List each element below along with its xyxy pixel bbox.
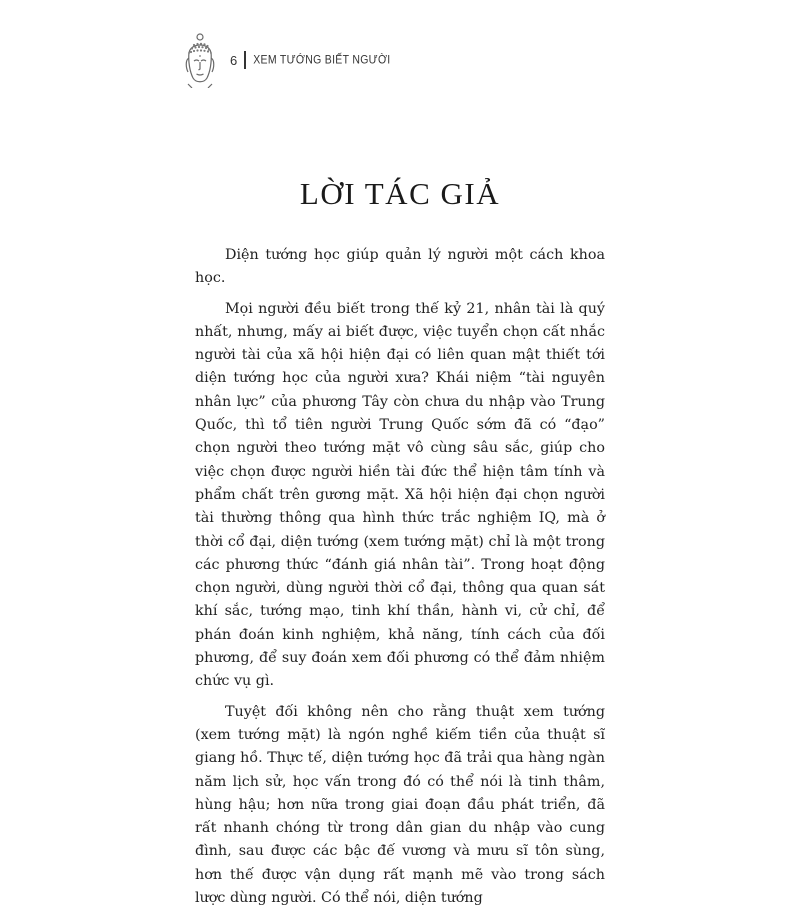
- paragraph: Diện tướng học giúp quản lý người một cách khoa học.: [195, 247, 605, 287]
- body-text: [195, 244, 605, 917]
- header-divider: [244, 51, 246, 69]
- page-number: 6: [230, 52, 238, 68]
- page-header: [180, 30, 390, 90]
- running-title: XEM TƯỚNG BIẾT NGƯỜI: [253, 53, 391, 67]
- paragraph: Mọi người đều biết trong thế kỷ 21, nhân tài là quý nhất, nhưng, mấy ai biết được, việc tuyển chọn cất nhắc người tài của xã hội hiện đại có liên quan mật thiết tới diện tướng học của người xưa? Khái niệm “tài nguyên nhân lực” của phương Tây còn chưa du nhập vào Trung Quốc, thì tổ tiên người Trung Quốc sớm đã có “đạo” chọn người theo tướng mặt vô cùng sâu sắc, giúp cho việc chọn được người hiền tài đức thể hiện tâm tính và phẩm chất trên gương mặt. Xã hội hiện đại chọn người tài thường thông qua hình thức trắc nghiệm IQ, mà ở thời cổ đại, diện tướng (xem tướng mặt) chỉ là một trong các phương thức “đánh giá nhân tài”. Trong hoạt động chọn người, dùng người thời cổ đại, thông qua quan sát khí sắc, tướng mạo, tinh khí thần, hành vi, cử chỉ, để phán đoán kinh nghiệm, khả năng, tính cách của đối phương, để suy đoán xem đối phương có thể đảm nhiệm chức vụ gì.: [195, 300, 605, 690]
- chapter-title: LỜI TÁC GIẢ: [299, 176, 501, 211]
- buddha-head-icon: [180, 32, 220, 88]
- paragraph: Tuyệt đối không nên cho rằng thuật xem tướng (xem tướng mặt) là ngón nghề kiếm tiền của thuật sĩ giang hồ. Thực tế, diện tướng học đã trải qua hàng ngàn năm lịch sử, học vấn trong đó có thể nói là tinh thâm, hùng hậu; hơn nữa trong giai đoạn đầu phát triển, đã rất nhanh chóng từ trong dân gian du nhập vào cung đình, sau được các bậc đế vương và mưu sĩ tôn sùng, hơn thế được vận dụng rất mạnh mẽ vào trong sách lược dùng người. Có thể nói, diện tướng: [195, 703, 605, 907]
